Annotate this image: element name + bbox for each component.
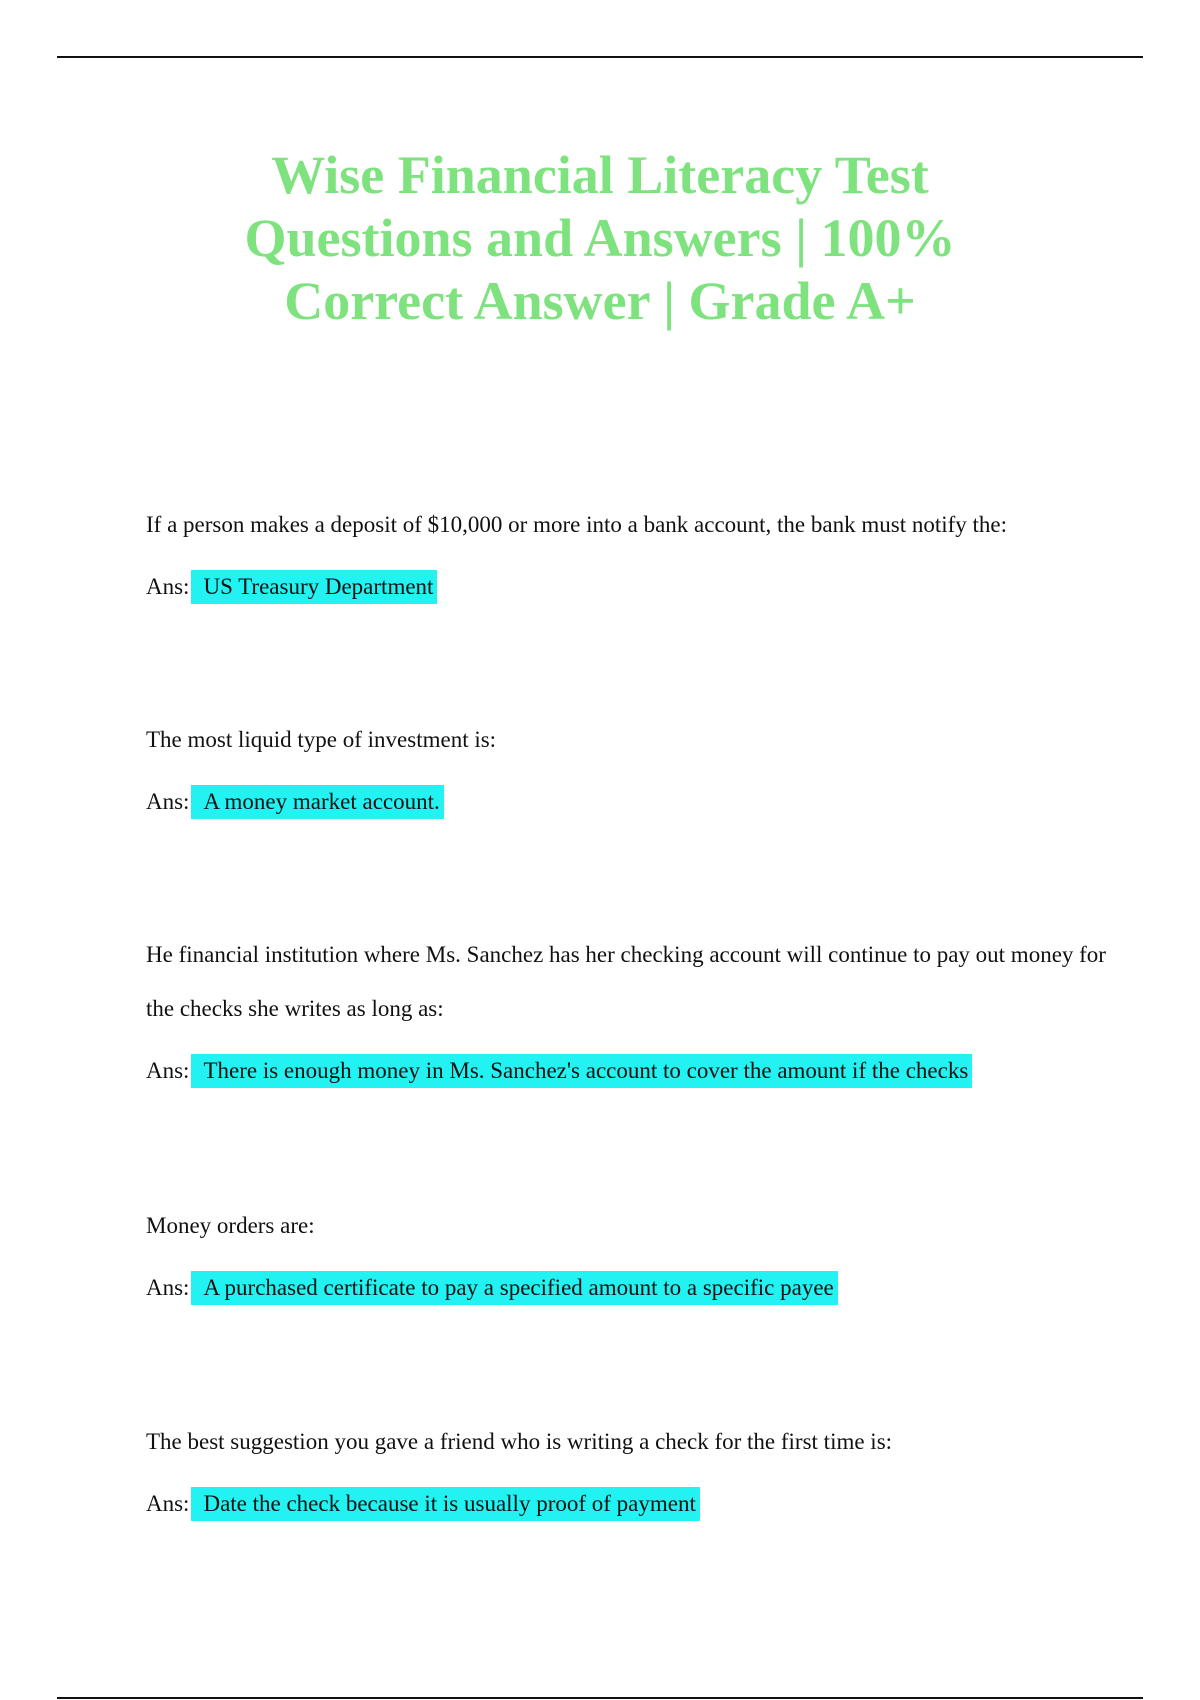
question-text: The most liquid type of investment is: (146, 727, 497, 752)
answer-line (146, 1487, 1106, 1521)
answer-highlight: There is enough money in Ms. Sanchez's account to cover the amount if the checks (191, 1054, 972, 1088)
answer-prefix: Ans: (146, 1491, 190, 1516)
question-text: He financial institution where Ms. Sanchez has her checking account will continue to pay out money for the checks she writes as long as: (146, 942, 1106, 1021)
document-title (150, 144, 1050, 333)
qa-item-3 (146, 928, 1106, 1088)
qa-item-2 (146, 713, 1106, 819)
answer-highlight: Date the check because it is usually proof of payment (191, 1487, 699, 1521)
question-text: Money orders are: (146, 1213, 315, 1238)
answer-highlight: US Treasury Department (191, 570, 437, 604)
answer-prefix: Ans: (146, 1058, 190, 1083)
answer-prefix: Ans: (146, 1275, 190, 1300)
answer-line (146, 785, 1106, 819)
title-line-3: Correct Answer | Grade A+ (284, 271, 916, 331)
answer-line (146, 1271, 1106, 1305)
footer-rule (57, 1697, 1143, 1699)
title-line-2: Questions and Answers | 100% (244, 208, 956, 268)
answer-highlight: A money market account. (191, 785, 443, 819)
answer-prefix: Ans: (146, 789, 190, 814)
qa-item-5 (146, 1415, 1106, 1521)
question-text: The best suggestion you gave a friend who is writing a check for the first time is: (146, 1429, 893, 1454)
question-text: If a person makes a deposit of $10,000 or more into a bank account, the bank must notify the: (146, 512, 1008, 537)
answer-highlight: A purchased certificate to pay a specified amount to a specific payee (191, 1271, 837, 1305)
header-rule (57, 56, 1143, 58)
answer-line (146, 570, 1106, 604)
qa-item-4 (146, 1199, 1106, 1305)
qa-item-1 (146, 498, 1106, 604)
title-line-1: Wise Financial Literacy Test (271, 145, 929, 205)
answer-line (146, 1054, 1106, 1088)
answer-prefix: Ans: (146, 574, 190, 599)
